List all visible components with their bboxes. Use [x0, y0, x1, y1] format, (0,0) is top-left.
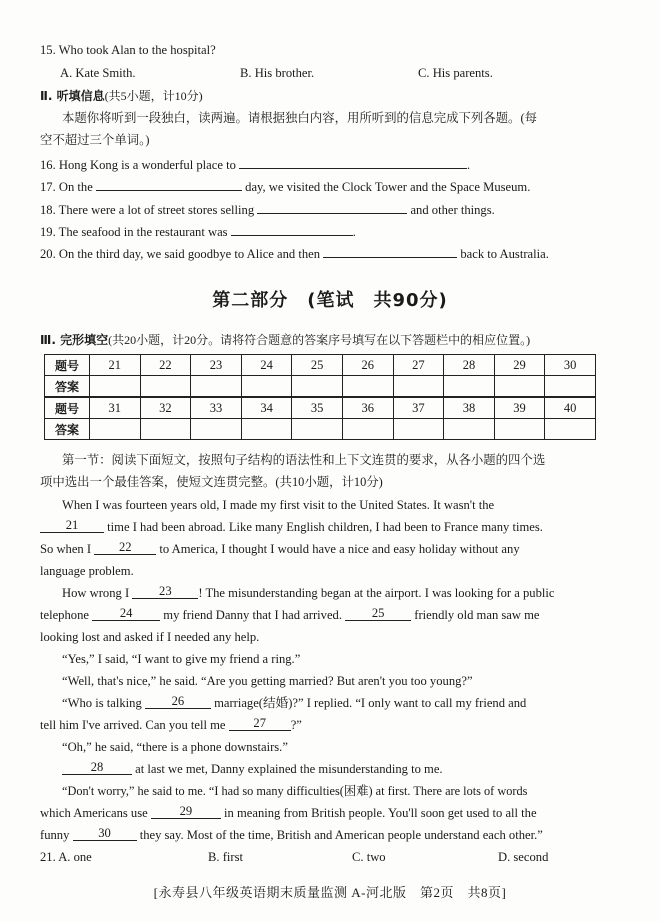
p2-line2-a: telephone	[40, 608, 89, 622]
section2-title: Ⅱ. 听填信息	[40, 89, 105, 103]
p8-line2-b: in meaning from British people. You'll soon get used to all the	[224, 806, 537, 820]
blank-22[interactable]	[94, 541, 156, 555]
blank-28-num: 28	[90, 760, 104, 774]
p8-line3	[40, 827, 543, 843]
answer-grid-row-ans-2	[45, 419, 596, 440]
answer-cell[interactable]	[444, 376, 495, 398]
p7	[62, 761, 443, 777]
q17-text-b: day, we visited the Clock Tower and the Space Museum.	[245, 180, 531, 194]
q21-option-a: 21. A. one	[40, 850, 92, 864]
blank-30-num: 30	[98, 826, 111, 840]
answer-cell[interactable]	[241, 419, 292, 440]
answer-cell[interactable]	[292, 419, 343, 440]
q15-question: 15. Who took Alan to the hospital?	[40, 43, 216, 57]
q20	[40, 244, 549, 262]
answer-grid-row-nums-1	[45, 355, 596, 376]
p1-line2	[40, 519, 543, 535]
section2-instruction-2: 空不超过三个单词。)	[40, 133, 150, 147]
grid-num: 27	[393, 355, 444, 376]
p2-line2-c: friendly old man saw me	[414, 608, 540, 622]
p1-line3	[40, 541, 520, 557]
q21-option-c: C. two	[352, 850, 386, 864]
grid-num: 24	[241, 355, 292, 376]
q19-end: .	[352, 225, 356, 239]
blank-27[interactable]	[229, 717, 291, 731]
blank-29-num: 29	[179, 804, 193, 818]
page-footer: [永寿县八年级英语期末质量监测 A-河北版 第2页 共8页]	[153, 885, 507, 900]
q16	[40, 155, 470, 173]
blank-27-num: 27	[253, 716, 266, 730]
grid-num: 39	[494, 397, 545, 419]
p1-line3-a: So when I	[40, 542, 92, 556]
q21-option-d: D. second	[498, 850, 549, 864]
q18-blank[interactable]	[257, 200, 407, 214]
section2-note: (共5小题，计10分)	[104, 89, 203, 103]
answer-cell[interactable]	[191, 419, 242, 440]
answer-cell[interactable]	[90, 419, 141, 440]
section3-note: (共20小题，计20分。请将符合题意的答案序号填写在以下答题栏中的相应位置。)	[108, 333, 531, 347]
grid-num: 29	[494, 355, 545, 376]
p2-line3: looking lost and asked if I needed any help.	[40, 630, 260, 644]
grid-num: 35	[292, 397, 343, 419]
p8-line2	[40, 805, 537, 821]
q15-option-a: A. Kate Smith.	[60, 66, 136, 80]
p4: “Well, that's nice,” he said. “Are you getting married? But aren't you too young?”	[62, 674, 473, 688]
row-label-ans: 答案	[45, 419, 90, 440]
grid-num: 21	[90, 355, 141, 376]
p1-line1: When I was fourteen years old, I made my first visit to the United States. It wasn't the	[62, 498, 495, 512]
p5-line1	[62, 695, 526, 711]
q15-option-c: C. His parents.	[418, 66, 493, 80]
p1-line4: language problem.	[40, 564, 134, 578]
grid-num: 30	[545, 355, 596, 376]
grid-num: 34	[241, 397, 292, 419]
p1-line2-text: time I had been abroad. Like many English children, I had been to France many times.	[107, 520, 543, 534]
part-two-title: 第二部分 (笔试 共90分)	[212, 290, 448, 311]
blank-25[interactable]	[345, 607, 411, 621]
answer-cell[interactable]	[140, 419, 191, 440]
grid-num: 40	[545, 397, 596, 419]
q18	[40, 200, 495, 218]
q17-blank[interactable]	[96, 177, 242, 191]
answer-cell[interactable]	[444, 419, 495, 440]
q16-text: 16. Hong Kong is a wonderful place to	[40, 158, 236, 172]
answer-grid-row-nums-2	[45, 397, 596, 419]
section3-heading	[40, 332, 530, 348]
section2-heading	[40, 88, 203, 104]
q18-text-a: 18. There were a lot of street stores selling	[40, 203, 255, 217]
p7-text: at last we met, Danny explained the misunderstanding to me.	[135, 762, 443, 776]
answer-cell[interactable]	[342, 376, 393, 398]
blank-26-num: 26	[171, 694, 185, 708]
q21-option-b: B. first	[208, 850, 243, 864]
p5-line2-b: ?”	[290, 718, 302, 732]
q16-blank[interactable]	[239, 155, 467, 169]
p2-line1	[62, 585, 554, 601]
q20-blank[interactable]	[323, 244, 457, 258]
answer-cell[interactable]	[191, 376, 242, 398]
q17	[40, 177, 530, 195]
p2-line2-b: my friend Danny that I had arrived.	[163, 608, 342, 622]
p1-line3-b: to America, I thought I would have a nice and easy holiday without any	[159, 542, 520, 556]
grid-num: 28	[444, 355, 495, 376]
row-label-num: 题号	[45, 397, 90, 419]
blank-30[interactable]	[73, 827, 137, 841]
blank-24-num: 24	[119, 606, 133, 620]
blank-23-num: 23	[159, 584, 172, 598]
q15-option-b: B. His brother.	[240, 66, 315, 80]
row-label-num: 题号	[45, 355, 90, 376]
row-label-ans: 答案	[45, 376, 90, 398]
answer-cell[interactable]	[393, 376, 444, 398]
grid-num: 25	[292, 355, 343, 376]
q19-blank[interactable]	[231, 222, 353, 236]
grid-num: 22	[140, 355, 191, 376]
blank-26[interactable]	[145, 695, 211, 709]
blank-23[interactable]	[132, 585, 198, 599]
blank-21[interactable]	[40, 519, 104, 533]
p8-line3-a: funny	[40, 828, 70, 842]
blank-24[interactable]	[92, 607, 160, 621]
grid-num: 33	[191, 397, 242, 419]
passage-intro-2: 项中选出一个最佳答案，使短文连贯完整。(共10小题，计10分)	[40, 475, 383, 489]
grid-num: 23	[191, 355, 242, 376]
section2-instruction-1: 本题你将听到一段独白，读两遍。请根据独白内容，用所听到的信息完成下列各题。(每	[62, 111, 537, 125]
p6: “Oh,” he said, “there is a phone downstairs.”	[62, 740, 288, 754]
grid-num: 38	[444, 397, 495, 419]
grid-num: 26	[342, 355, 393, 376]
p3: “Yes,” I said, “I want to give my friend a ring.”	[62, 652, 301, 666]
blank-29[interactable]	[151, 805, 221, 819]
answer-cell[interactable]	[545, 376, 596, 398]
q16-end: .	[467, 158, 471, 172]
answer-cell[interactable]	[140, 376, 191, 398]
p8-line2-a: which Americans use	[40, 806, 148, 820]
answer-cell[interactable]	[393, 419, 444, 440]
answer-cell[interactable]	[90, 376, 141, 398]
answer-grid-row-ans-1	[45, 376, 596, 398]
p2-line2	[40, 607, 540, 623]
q19-text: 19. The seafood in the restaurant was	[40, 225, 228, 239]
answer-grid	[44, 354, 596, 440]
q20-text-b: back to Australia.	[460, 247, 549, 261]
blank-25-num: 25	[371, 606, 385, 620]
p2-line1-a: How wrong I	[62, 586, 130, 600]
answer-cell[interactable]	[292, 376, 343, 398]
q18-text-b: and other things.	[410, 203, 495, 217]
grid-num: 31	[90, 397, 141, 419]
p8-line1: “Don't worry,” he said to me. “I had so many difficulties(困难) at first. There are lots of words	[62, 784, 528, 798]
p8-line3-b: they say. Most of the time, British and American people understand each other.”	[139, 828, 543, 842]
q20-text-a: 20. On the third day, we said goodbye to Alice and then	[40, 247, 321, 261]
grid-num: 36	[342, 397, 393, 419]
p5-line1-a: “Who is talking	[62, 696, 142, 710]
answer-cell[interactable]	[342, 419, 393, 440]
answer-cell[interactable]	[494, 419, 545, 440]
blank-22-num: 22	[118, 540, 132, 554]
blank-21-num: 21	[65, 518, 79, 532]
p5-line2	[40, 717, 302, 733]
q19	[40, 222, 356, 240]
section3-title: Ⅲ. 完形填空	[40, 333, 109, 347]
answer-cell[interactable]	[241, 376, 292, 398]
passage-intro-1: 第一节：阅读下面短文，按照句子结构的语法性和上下文连贯的要求，从各小题的四个选	[62, 453, 546, 467]
q17-text-a: 17. On the	[40, 180, 93, 194]
p5-line1-b: marriage(结婚)?” I replied. “I only want to call my friend and	[214, 696, 527, 710]
grid-num: 37	[393, 397, 444, 419]
answer-cell[interactable]	[545, 419, 596, 440]
p5-line2-a: tell him I've arrived. Can you tell me	[40, 718, 226, 732]
p2-line1-b: ! The misunderstanding began at the airport. I was looking for a public	[198, 586, 555, 600]
blank-28[interactable]	[62, 761, 132, 775]
answer-cell[interactable]	[494, 376, 545, 398]
grid-num: 32	[140, 397, 191, 419]
